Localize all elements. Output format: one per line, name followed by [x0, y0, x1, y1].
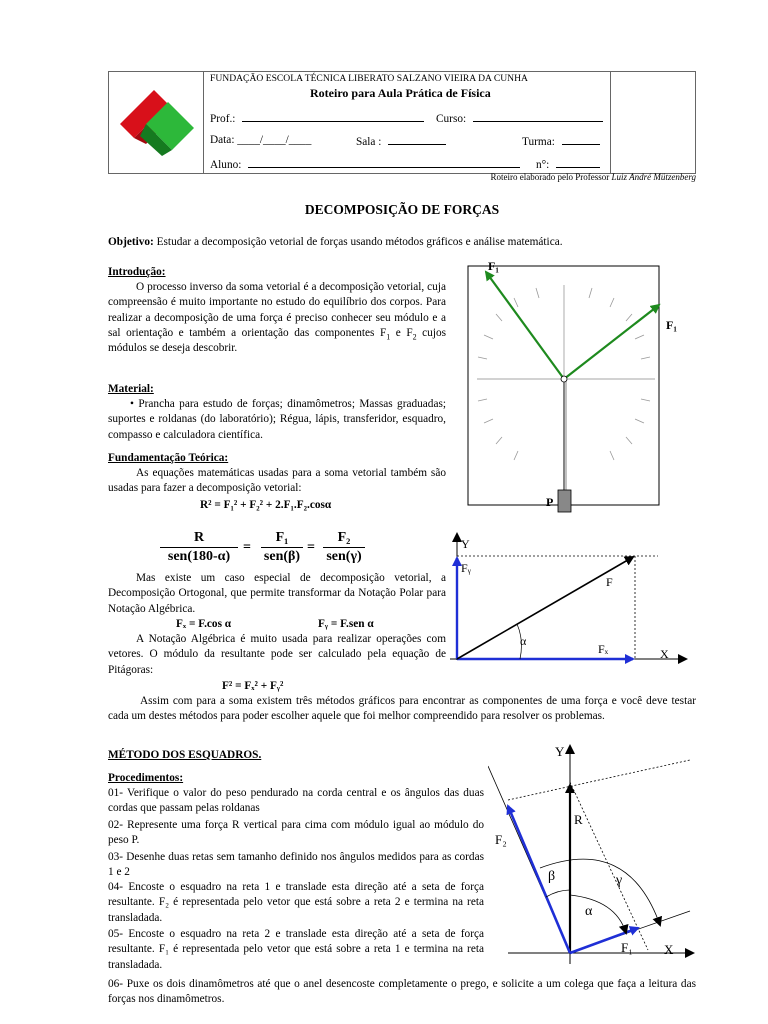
- prof-label: Prof.:: [210, 113, 236, 125]
- institution-name: FUNDAÇÃO ESCOLA TÉCNICA LIBERATO SALZANO VIEIRA DA CUNHA: [210, 73, 528, 84]
- label-f1: F₁: [621, 940, 633, 955]
- label-f2: F₂: [495, 832, 507, 847]
- sala-row: [356, 133, 446, 150]
- equals-sign-1: =: [243, 540, 251, 555]
- turma-field[interactable]: [562, 133, 600, 145]
- step-03: 03- Desenhe duas retas sem tamanho definido nos ângulos medidos para as cordas 1 e 2: [108, 851, 484, 879]
- aluno-label: Aluno:: [210, 159, 242, 171]
- orthogonal-decomposition-figure: [440, 528, 690, 672]
- credit-line: [491, 172, 696, 182]
- curso-label: Curso:: [436, 113, 467, 125]
- material-paragraph: • Prancha para estudo de forças; dinamômetros; Massas graduadas; suportes e roldanas (do laboratório); Régua, lápis, transferidor, esquadro, compasso e calculadora científica.: [108, 398, 446, 441]
- metodo-heading: MÉTODO DOS ESQUADROS.: [108, 749, 262, 761]
- ring: [561, 376, 567, 382]
- esquadros-figure: [488, 740, 698, 970]
- fraction-r: R sen(180-α): [160, 530, 238, 565]
- label-alpha: α: [585, 904, 593, 919]
- aluno-row: [210, 156, 520, 173]
- label-f: F: [606, 575, 613, 589]
- equation-r2: R² = F₁² + F₂² + 2.F₁.F₂.cosα: [200, 499, 332, 511]
- equation-fx: Fₓ = F.cos α: [176, 618, 232, 630]
- alpha-arc: [570, 895, 626, 933]
- label-y: Y: [461, 537, 470, 551]
- label-x: X: [664, 942, 674, 957]
- f2-vector: [508, 806, 570, 953]
- step-06: 06- Puxe os dois dinamômetros até que o anel desencoste completamente o prego, e solicite a um colega que faça a leitura das forças nos dinamômetros.: [108, 978, 696, 1006]
- sala-field[interactable]: [388, 133, 446, 145]
- curso-field[interactable]: [473, 110, 603, 122]
- weight-block: [558, 490, 571, 512]
- equation-fy: Fᵧ = F.sen α: [318, 618, 374, 630]
- prof-row: [210, 110, 424, 127]
- label-beta: β: [548, 869, 556, 884]
- label-alpha: α: [520, 634, 527, 648]
- step-02: 02- Represente uma força R vertical para cima com módulo igual ao módulo do peso P.: [108, 819, 484, 847]
- fraction-f1: F₁ sen(β): [261, 530, 303, 565]
- label-y: Y: [555, 744, 565, 759]
- translated-line-1: [508, 760, 690, 800]
- numero-row: [536, 156, 600, 173]
- step-04: 04- Encoste o esquadro na reta 1 e translade esta direção até a seta de força resultante. F₂ é representada pelo vetor que está sobre a reta 2 e termina na reta transladada.: [108, 881, 484, 924]
- ortogonal-paragraph: Mas existe um caso especial de decomposição vetorial, a Decomposição Ortogonal, que permite transformar da Notação Polar para Notação Algébrica.: [108, 572, 446, 615]
- algebrica-paragraph: A Notação Algébrica é muito usada para realizar operações com vetores. O módulo da resultante pode ser calculado pela equação de Pitágoras:: [108, 633, 446, 676]
- label-gamma: γ: [616, 873, 623, 888]
- sala-label: Sala :: [356, 136, 382, 148]
- document-title: DECOMPOSIÇÃO DE FORÇAS: [304, 202, 500, 217]
- label-r: R: [574, 812, 583, 827]
- label-p: P: [546, 495, 554, 509]
- header-title: Roteiro para Aula Prática de Física: [310, 86, 491, 100]
- equals-sign-2: =: [307, 540, 315, 555]
- header-right-divider: [610, 71, 611, 174]
- numero-field[interactable]: [556, 156, 600, 168]
- label-fy: Fᵧ: [461, 561, 471, 575]
- force-board-figure: [460, 258, 690, 520]
- proc-heading: Procedimentos:: [108, 772, 184, 784]
- material-heading: Material:: [108, 383, 154, 395]
- school-logo: [116, 84, 198, 160]
- assim-paragraph: Assim com para a soma existem três métodos gráficos para encontrar as componentes de uma força e você deve testar cada um destes métodos para poder escolher aquele que foi melhor compreendido para resolver os problemas.: [108, 695, 696, 723]
- curso-row: [436, 110, 603, 127]
- aluno-field[interactable]: [248, 156, 520, 168]
- fund-heading: Fundamentação Teórica:: [108, 452, 229, 464]
- label-f1-right: F₁: [666, 318, 677, 332]
- credit-prefix: Roteiro elaborado pelo Professor: [490, 172, 612, 182]
- intro-paragraph: O processo inverso da soma vetorial é a decomposição vetorial, cuja compreensão é muito importante no estudo do equilíbrio dos corpos. Para realizar a decomposição de uma força é preciso conhecer seu módulo e a sal orientação e também a orientação das componentes $F_1$ e $F_2$ cujos módulos se deseja descobrir.: [108, 281, 447, 355]
- turma-row: [522, 133, 600, 150]
- objetivo-text: Estudar a decomposição vetorial de forças usando métodos gráficos e análise matemática.: [153, 236, 563, 248]
- force-f1-left-vector: [486, 272, 564, 379]
- step-05: 05- Encoste o esquadro na reta 2 e translade esta direção até a seta de força resultante. F₁ é representada pelo vetor que está sobre a reta 1 e termina na reta transladada.: [108, 928, 484, 971]
- fraction-f2: F₂ sen(γ): [323, 530, 365, 565]
- numero-label: n°:: [536, 159, 550, 171]
- objetivo-paragraph: [108, 235, 708, 250]
- translated-line-2: [570, 782, 648, 950]
- force-f1-right-vector: [564, 305, 659, 379]
- beta-arc: [546, 890, 570, 897]
- step-01: 01- Verifique o valor do peso pendurado na corda central e os ângulos das duas cordas que passam pelas roldanas: [108, 787, 484, 815]
- label-f1-left: F₁: [488, 259, 499, 273]
- credit-name: Luiz André Mützenberg: [611, 172, 696, 182]
- prof-field[interactable]: [242, 110, 424, 122]
- intro-heading: Introdução:: [108, 266, 166, 278]
- equation-pitagoras: F² = Fₓ² + Fᵧ²: [222, 680, 284, 692]
- data-field[interactable]: Data: ____/____/____: [210, 134, 312, 146]
- fund-paragraph: As equações matemáticas usadas para a soma vetorial também são usadas para fazer a decomposição vetorial:: [108, 467, 446, 495]
- turma-label: Turma:: [522, 136, 555, 148]
- label-fx: Fₓ: [598, 642, 609, 656]
- objetivo-label: Objetivo:: [108, 236, 154, 248]
- label-x: X: [660, 647, 669, 661]
